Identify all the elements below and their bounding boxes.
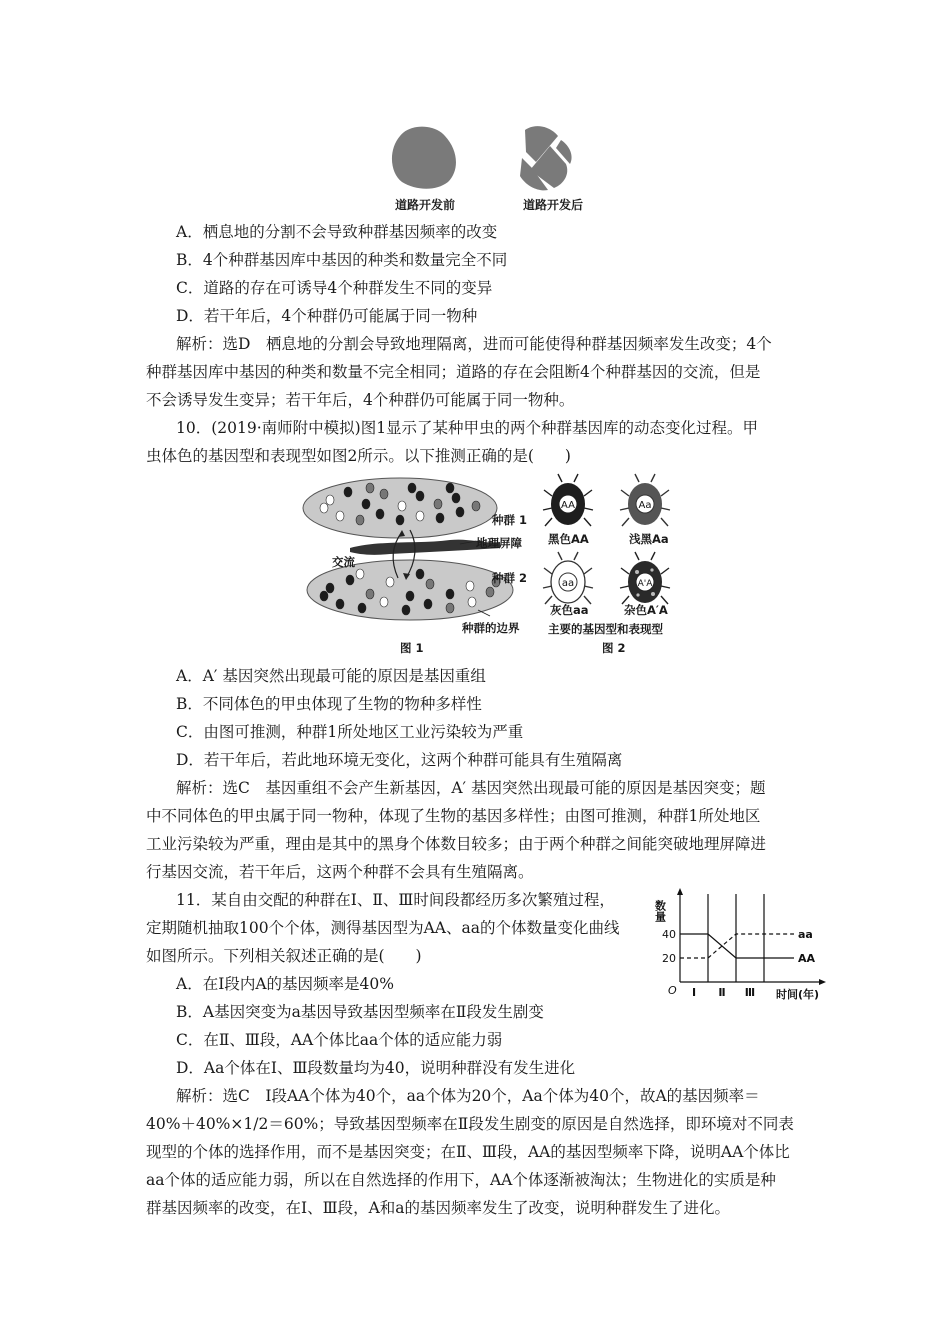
q10-analysis-line-2: 中不同体色的甲虫属于同一物种，体现了生物的基因多样性；由图可推测，种群1所处地区 bbox=[146, 807, 761, 825]
beetle-individual bbox=[416, 491, 424, 501]
beetle-individual bbox=[426, 579, 434, 589]
x-tick-label: Ⅲ bbox=[744, 986, 756, 999]
beetle-individual bbox=[380, 597, 388, 607]
beetle-individual bbox=[362, 499, 370, 509]
beetle-individual bbox=[398, 501, 406, 511]
q10-option-a: A．A′ 基因突然出现最可能的原因是基因重组 bbox=[176, 667, 486, 685]
beetle-individual bbox=[366, 483, 374, 493]
beetle-light-label: 浅黑Aa bbox=[629, 532, 669, 546]
beetle-mottled-label: 杂色A′A bbox=[624, 603, 668, 617]
beetle-grey-label: 灰色aa bbox=[550, 603, 589, 617]
series-label-AA: AA bbox=[798, 952, 816, 965]
population-1-label: 种群 1 bbox=[492, 513, 528, 527]
barrier-label: 地理屏障 bbox=[476, 536, 522, 550]
q11-analysis-line-3: 现型的个体的选择作用，而不是基因突变；在Ⅱ、Ⅲ段，AA的基因型频率下降，说明AA个体比 bbox=[146, 1143, 790, 1161]
q11-option-b: B．A基因突变为a基因导致基因型频率在Ⅱ段发生剧变 bbox=[176, 1003, 544, 1021]
beetle-individual bbox=[434, 499, 442, 509]
x-axis-label: 时间(年) bbox=[776, 988, 820, 1001]
q10-option-c: C．由图可推测，种群1所处地区工业污染较为严重 bbox=[176, 723, 524, 741]
q9-analysis-line-3: 不会诱导发生变异；若干年后，4个种群仍可能属于同一物种。 bbox=[146, 391, 575, 409]
q11-stem-line-2: 定期随机抽取100个个体，测得基因型为AA、aa的个体数量变化曲线 bbox=[146, 919, 620, 937]
beetle-individual bbox=[436, 513, 444, 523]
beetle-individual bbox=[446, 483, 454, 493]
beetle-individual bbox=[380, 489, 388, 499]
beetle-individual bbox=[472, 501, 480, 511]
q9-analysis-line-2: 种群基因库中基因的种类和数量不完全相同；道路的存在会阻断4个种群基因的交流，但是 bbox=[146, 363, 761, 381]
q11-analysis-line-5: 群基因频率的改变，在Ⅰ、Ⅲ段，A和a的基因频率发生了改变，说明种群发生了进化。 bbox=[146, 1199, 731, 1217]
beetle-individual bbox=[452, 493, 460, 503]
habitat-before-blob bbox=[392, 127, 456, 189]
y-tick-label: 40 bbox=[662, 928, 676, 941]
exchange-label: 交流 bbox=[332, 555, 355, 569]
beetle-individual bbox=[376, 509, 384, 519]
beetle-individual bbox=[446, 589, 454, 599]
beetle-individual bbox=[406, 591, 414, 601]
q9-option-a: A．栖息地的分割不会导致种群基因频率的改变 bbox=[176, 223, 498, 241]
beetle-individual bbox=[402, 605, 410, 615]
beetle-grey-gene: aa bbox=[561, 578, 575, 589]
beetle-aa-gene: AA bbox=[561, 500, 575, 511]
beetle-individual bbox=[344, 487, 352, 497]
q11-option-d: D．Aa个体在Ⅰ、Ⅲ段数量均为40，说明种群没有发生进化 bbox=[176, 1059, 576, 1077]
beetle-light-gene: Aa bbox=[638, 500, 652, 511]
beetle-individual bbox=[356, 569, 364, 579]
q10-stem-line-1: 10．(2019·南师附中模拟)图1显示了某种甲虫的两个种群基因库的动态变化过程。甲 bbox=[176, 419, 759, 437]
beetle-individual bbox=[408, 483, 416, 493]
x-tick-label: Ⅰ bbox=[691, 986, 697, 999]
q11-stem-line-1: 11．某自由交配的种群在Ⅰ、Ⅱ、Ⅲ时间段都经历多次繁殖过程， bbox=[176, 891, 615, 909]
q10-analysis-line-4: 行基因交流，若干年后，这两个种群不会具有生殖隔离。 bbox=[146, 863, 534, 881]
beetle-light-black bbox=[620, 474, 670, 526]
boundary-label: 种群的边界 bbox=[462, 621, 520, 635]
beetle-mottled bbox=[620, 552, 670, 604]
beetle-individual bbox=[466, 581, 474, 591]
beetle-individual bbox=[386, 577, 394, 587]
q10-analysis-line-3: 工业污染较为严重，理由是其中的黑身个体数目较多；由于两个种群之间能突破地理屏障进 bbox=[146, 835, 767, 853]
beetle-individual bbox=[326, 583, 334, 593]
beetle-mottled-gene: A'A bbox=[637, 579, 653, 589]
q9-option-c: C．道路的存在可诱导4个种群发生不同的变异 bbox=[176, 279, 493, 297]
q11-analysis-line-2: 40%＋40%×1/2＝60%；导致基因型频率在Ⅱ段发生剧变的原因是自然选择，即环境对不同表 bbox=[146, 1115, 794, 1133]
beetle-individual bbox=[356, 515, 364, 525]
q10-option-b: B．不同体色的甲虫体现了生物的物种多样性 bbox=[176, 695, 482, 713]
beetle-individual bbox=[320, 591, 328, 601]
population-2-label: 种群 2 bbox=[492, 571, 528, 585]
beetle-individual bbox=[446, 603, 454, 613]
beetle-individual bbox=[468, 597, 476, 607]
y-tick-label: 20 bbox=[662, 952, 676, 965]
series-line-aa bbox=[680, 934, 794, 958]
q10-analysis-line-1: 解析：选C 基因重组不会产生新基因，A′ 基因突然出现最可能的原因是基因突变；题 bbox=[176, 779, 766, 797]
figure-1-caption: 图 1 bbox=[400, 641, 424, 655]
series-line-AA bbox=[680, 934, 794, 958]
x-tick-label: Ⅱ bbox=[718, 986, 726, 999]
figure-2-caption: 图 2 bbox=[602, 641, 626, 655]
beetle-aa-label: 黑色AA bbox=[548, 532, 589, 546]
y-axis-label: 数量 bbox=[653, 900, 667, 922]
q9-analysis-line-1: 解析：选D 栖息地的分割会导致地理隔离，进而可能使得种群基因频率发生改变；4个 bbox=[176, 335, 772, 353]
habitat-after-blob bbox=[520, 126, 572, 190]
beetle-individual bbox=[486, 587, 494, 597]
beetle-individual bbox=[336, 511, 344, 521]
before-caption: 道路开发前 bbox=[395, 198, 456, 212]
beetle-individual bbox=[346, 575, 354, 585]
q11-analysis-line-1: 解析：选C Ⅰ段AA个体为40个，aa个体为20个，Aa个体为40个，故A的基因频率＝ bbox=[176, 1087, 760, 1105]
beetle-grey bbox=[543, 552, 593, 604]
beetle-individual bbox=[366, 589, 374, 599]
beetle-individual bbox=[424, 599, 432, 609]
genotype-count-chart bbox=[640, 884, 830, 1002]
beetle-aa-black bbox=[543, 474, 593, 526]
q11-stem-line-3: 如图所示。下列相关叙述正确的是( ) bbox=[146, 947, 422, 965]
beetle-individual bbox=[416, 511, 424, 521]
q10-option-d: D．若干年后，若此地环境无变化，这两个种群可能具有生殖隔离 bbox=[176, 751, 623, 769]
beetle-individual bbox=[396, 515, 404, 525]
q10-stem-line-2: 虫体色的基因型和表现型如图2所示。以下推测正确的是( ) bbox=[146, 447, 571, 465]
beetle-individual bbox=[336, 599, 344, 609]
after-caption: 道路开发后 bbox=[523, 198, 584, 212]
beetle-individual bbox=[326, 495, 334, 505]
beetle-individual bbox=[416, 569, 424, 579]
beetle-individual bbox=[320, 503, 328, 513]
beetle-individual bbox=[358, 603, 366, 613]
series-label-aa: aa bbox=[798, 928, 813, 941]
q11-option-a: A．在Ⅰ段内A的基因频率是40% bbox=[176, 975, 394, 993]
q9-option-d: D．若干年后，4个种群仍可能属于同一物种 bbox=[176, 307, 478, 325]
habitat-figure bbox=[380, 118, 620, 198]
beetle-individual bbox=[456, 507, 464, 517]
q9-option-b: B．4个种群基因库中基因的种类和数量完全不同 bbox=[176, 251, 508, 269]
q11-option-c: C．在Ⅱ、Ⅲ段，AA个体比aa个体的适应能力弱 bbox=[176, 1031, 503, 1049]
q11-analysis-line-4: aa个体的适应能力弱，所以在自然选择的作用下，AA个体逐渐被淘汰；生物进化的实质是种 bbox=[146, 1171, 776, 1189]
origin-label: O bbox=[668, 984, 677, 997]
genotype-subtitle: 主要的基因型和表现型 bbox=[548, 622, 663, 636]
